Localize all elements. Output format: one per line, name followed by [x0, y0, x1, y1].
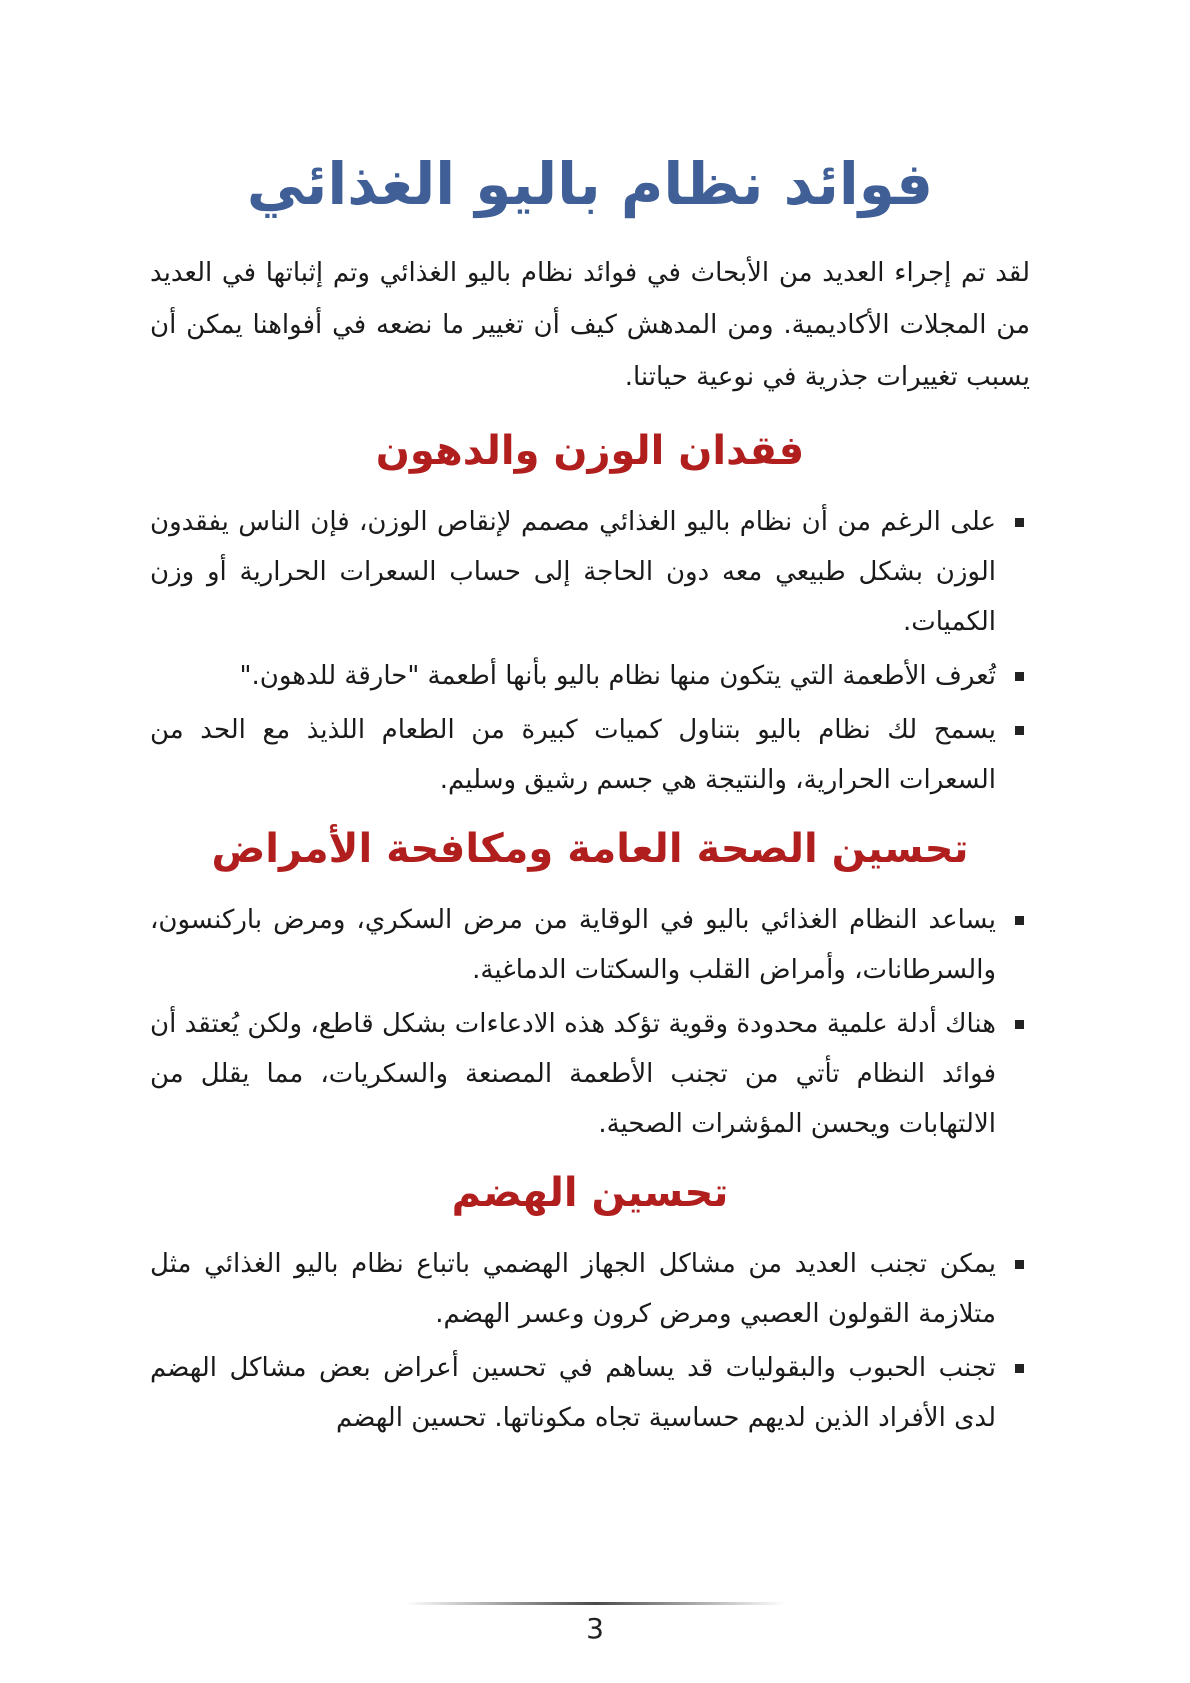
square-bullet-icon: [1015, 672, 1024, 681]
list-item-text: يسمح لك نظام باليو بتناول كميات كبيرة من الطعام اللذيذ مع الحد من السعرات الحرارية، والنتيجة هي جسم رشيق وسليم.: [150, 714, 996, 795]
square-bullet-icon: [1015, 1260, 1024, 1269]
list-item-text: تجنب الحبوب والبقوليات قد يساهم في تحسين أعراض بعض مشاكل الهضم لدى الأفراد الذين لديهم حساسية تجاه مكوناتها. تحسين الهضم: [150, 1352, 996, 1433]
section-heading-digestion: تحسين الهضم: [451, 1169, 729, 1216]
list-item: [150, 895, 1030, 995]
list-item-text: على الرغم من أن نظام باليو الغذائي مصمم لإنقاص الوزن، فإن الناس يفقدون الوزن بشكل طبيعي معه دون الحاجة إلى حساب السعرات الحرارية أو وزن الكميات.: [150, 506, 996, 637]
square-bullet-icon: [1015, 1020, 1024, 1029]
list-item-text: يمكن تجنب العديد من مشاكل الجهاز الهضمي باتباع نظام باليو الغذائي مثل متلازمة القولون العصبي ومرض كرون وعسر الهضم.: [150, 1248, 996, 1329]
list-item: [150, 1343, 1030, 1443]
list-item: [150, 705, 1030, 805]
list-item-text: يساعد النظام الغذائي باليو في الوقاية من مرض السكري، ومرض باركنسون، والسرطانات، وأمراض القلب والسكتات الدماغية.: [150, 904, 996, 985]
section-heading-general-health: تحسين الصحة العامة ومكافحة الأمراض: [211, 825, 969, 872]
intro-paragraph: لقد تم إجراء العديد من الأبحاث في فوائد نظام باليو الغذائي وتم إثباتها في العديد من المجلات الأكاديمية. ومن المدهش كيف أن تغيير ما نضعه في أفواهنا يمكن أن يسبب تغييرات جذرية في نوعية حياتنا.: [150, 257, 1030, 392]
page-title: فوائد نظام باليو الغذائي: [246, 150, 934, 218]
section-heading-weight-loss: فقدان الوزن والدهون: [375, 427, 805, 474]
bullet-list-digestion: [150, 1239, 1030, 1443]
list-item-text: تُعرف الأطعمة التي يتكون منها نظام باليو بأنها أطعمة "حارقة للدهون.": [239, 660, 996, 691]
square-bullet-icon: [1015, 916, 1024, 925]
list-item-text: هناك أدلة علمية محدودة وقوية تؤكد هذه الادعاءات بشكل قاطع، ولكن يُعتقد أن فوائد النظام تأتي من تجنب الأطعمة المصنعة والسكريات، مما يقلل من الالتهابات ويحسن المؤشرات الصحية.: [150, 1008, 996, 1139]
square-bullet-icon: [1015, 518, 1024, 527]
square-bullet-icon: [1015, 726, 1024, 735]
list-item: [150, 1239, 1030, 1339]
list-item: [150, 999, 1030, 1149]
page-number: 3: [586, 1612, 604, 1645]
bullet-list-general-health: [150, 895, 1030, 1149]
footer-divider: [405, 1602, 785, 1605]
bullet-list-weight-loss: [150, 497, 1030, 805]
list-item: [150, 651, 1030, 701]
square-bullet-icon: [1015, 1364, 1024, 1373]
list-item: [150, 497, 1030, 647]
